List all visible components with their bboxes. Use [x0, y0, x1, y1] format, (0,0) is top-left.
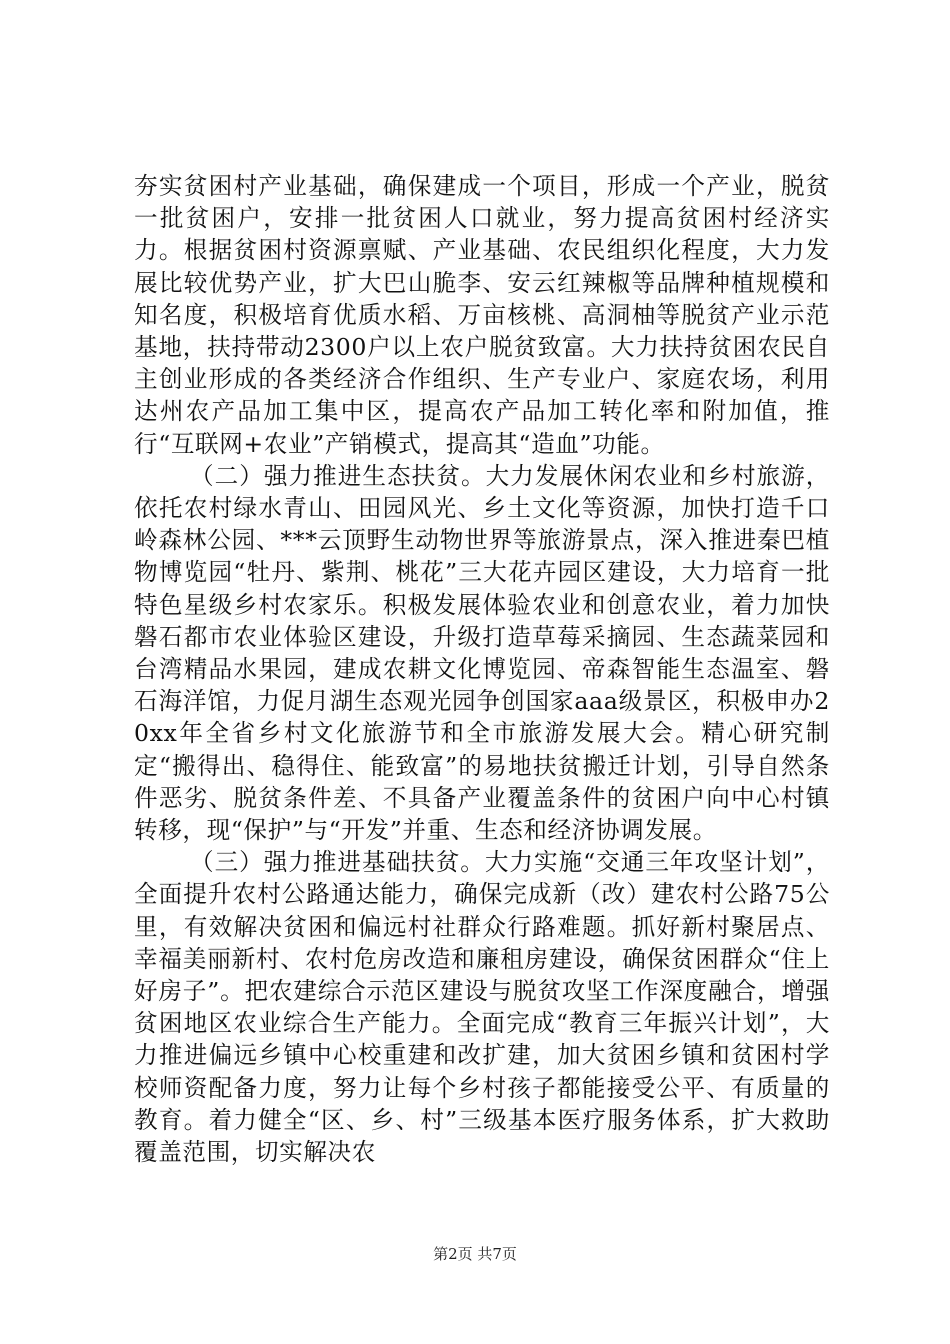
document-body	[134, 170, 830, 1168]
paragraph-ecological-poverty-alleviation: （二）强力推进生态扶贫。大力发展休闲农业和乡村旅游，依托农村绿水青山、田园风光、乡土文化等资源，加快打造千口岭森林公园、***云顶野生动物世界等旅游景点，深入推进秦巴植物博览园“牡丹、紫荆、桃花”三大花卉园区建设，大力培育一批特色星级乡村农家乐。积极发展体验农业和创意农业，着力加快磐石都市农业体验区建设，升级打造草莓采摘园、生态蔬菜园和台湾精品水果园，建成农耕文化博览园、帝森智能生态温室、磐石海洋馆，力促月湖生态观光园争创国家aaa级景区，积极申办20xx年全省乡村文化旅游节和全市旅游发展大会。精心研究制定“搬得出、稳得住、能致富”的易地扶贫搬迁计划，引导自然条件恶劣、脱贫条件差、不具备产业覆盖条件的贫困户向中心村镇转移，现“保护”与“开发”并重、生态和经济协调发展。	[134, 461, 830, 845]
paragraph-infrastructure-poverty-alleviation: （三）强力推进基础扶贫。大力实施“交通三年攻坚计划”，全面提升农村公路通达能力，确保完成新（改）建农村公路75公里，有效解决贫困和偏远村社群众行路难题。抓好新村聚居点、幸福美丽新村、农村危房改造和廉租房建设，确保贫困群众“住上好房子”。把农建综合示范区建设与脱贫攻坚工作深度融合，增强贫困地区农业综合生产能力。全面完成“教育三年振兴计划”，大力推进偏远乡镇中心校重建和改扩建，加大贫困乡镇和贫困村学校师资配备力度，努力让每个乡村孩子都能接受公平、有质量的教育。着力健全“区、乡、村”三级基本医疗服务体系，扩大救助覆盖范围，切实解决农	[134, 848, 830, 1167]
page-number-footer: 第2页 共7页	[433, 1245, 517, 1263]
paragraph-industry-poverty-alleviation: 夯实贫困村产业基础，确保建成一个项目，形成一个产业，脱贫一批贫困户，安排一批贫困人口就业，努力提高贫困村经济实力。根据贫困村资源禀赋、产业基础、农民组织化程度，大力发展比较优势产业，扩大巴山脆李、安云红辣椒等品牌种植规模和知名度，积极培育优质水稻、万亩核桃、高洞柚等脱贫产业示范基地，扶持带动2300户以上农户脱贫致富。大力扶持贫困农民自主创业形成的各类经济合作组织、生产专业户、家庭农场，利用达州农产品加工集中区，提高农产品加工转化率和附加值，推行“互联网+农业”产销模式，提高其“造血”功能。	[134, 172, 830, 458]
